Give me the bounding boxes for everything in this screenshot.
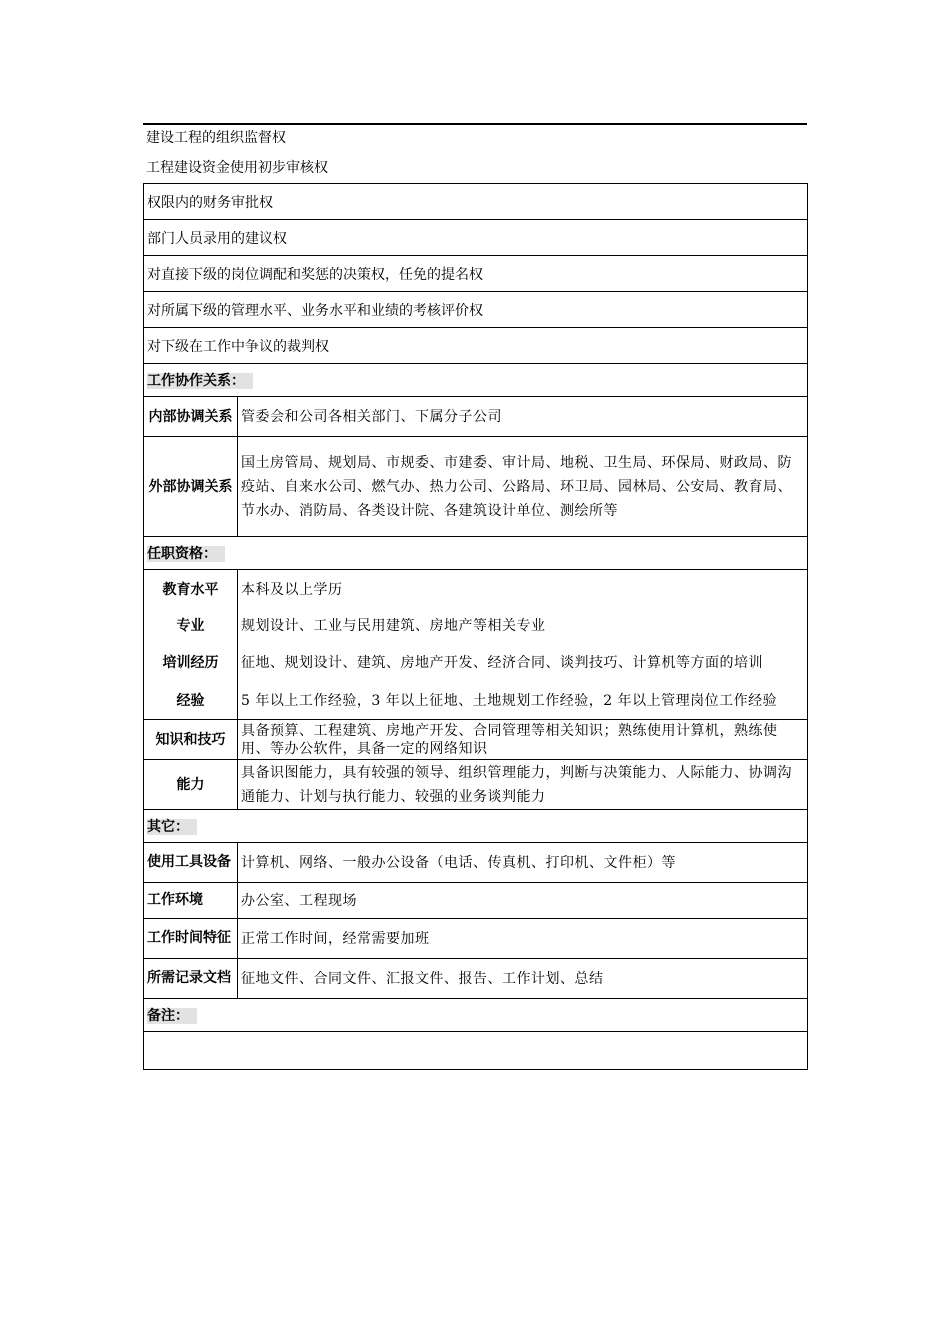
other-heading-label: 其它： <box>147 819 197 835</box>
work-time-value: 正常工作时间，经常需要加班 <box>238 919 808 959</box>
knowledge-label: 知识和技巧 <box>144 720 238 760</box>
remarks-value <box>144 1032 808 1070</box>
authority-line-2: 工程建设资金使用初步审核权 <box>146 160 328 176</box>
job-description-document <box>143 123 807 1070</box>
ability-value: 具备识图能力，具有较强的领导、组织管理能力，判断与决策能力、人际能力、协调沟通能力、计划与执行能力、较强的业务谈判能力 <box>238 760 808 810</box>
major-value: 规划设计、工业与民用建筑、房地产等相关专业 <box>238 610 808 642</box>
experience-value: 5 年以上工作经验，3 年以上征地、土地规划工作经验，2 年以上管理岗位工作经验 <box>238 684 808 720</box>
cooperation-heading-label: 工作协作关系： <box>147 373 253 389</box>
education-label: 教育水平 <box>144 570 238 610</box>
internal-coordination-label: 内部协调关系 <box>144 397 238 437</box>
cooperation-heading <box>144 364 808 397</box>
qualification-heading <box>144 537 808 570</box>
training-value: 征地、规划设计、建筑、房地产开发、经济合同、谈判技巧、计算机等方面的培训 <box>238 642 808 684</box>
experience-label: 经验 <box>144 684 238 720</box>
ability-label: 能力 <box>144 760 238 810</box>
authority-row: 权限内的财务审批权 <box>144 184 808 220</box>
major-label: 专业 <box>144 610 238 642</box>
job-description-table <box>143 183 808 1070</box>
external-coordination-label: 外部协调关系 <box>144 437 238 537</box>
training-label: 培训经历 <box>144 642 238 684</box>
authority-row: 部门人员录用的建议权 <box>144 220 808 256</box>
internal-coordination-value: 管委会和公司各相关部门、下属分子公司 <box>238 397 808 437</box>
knowledge-value: 具备预算、工程建筑、房地产开发、合同管理等相关知识；熟练使用计算机，熟练使用、等办公软件，具备一定的网络知识 <box>238 720 808 760</box>
records-value: 征地文件、合同文件、汇报文件、报告、工作计划、总结 <box>238 959 808 999</box>
qualification-heading-label: 任职资格： <box>147 546 225 562</box>
other-heading <box>144 810 808 843</box>
tools-value: 计算机、网络、一般办公设备（电话、传真机、打印机、文件柜）等 <box>238 843 808 883</box>
work-time-label: 工作时间特征 <box>144 919 238 959</box>
remarks-heading <box>144 999 808 1032</box>
environment-label: 工作环境 <box>144 883 238 919</box>
authority-row: 对所属下级的管理水平、业务水平和业绩的考核评价权 <box>144 292 808 328</box>
external-coordination-value: 国土房管局、规划局、市规委、市建委、审计局、地税、卫生局、环保局、财政局、防疫站、自来水公司、燃气办、热力公司、公路局、环卫局、园林局、公安局、教育局、节水办、消防局、各类设计院、各建筑设计单位、测绘所等 <box>238 437 808 537</box>
education-value: 本科及以上学历 <box>238 570 808 610</box>
tools-label: 使用工具设备 <box>144 843 238 883</box>
remarks-heading-label: 备注： <box>147 1008 197 1024</box>
authority-row: 对直接下级的岗位调配和奖惩的决策权，任免的提名权 <box>144 256 808 292</box>
authority-line-1: 建设工程的组织监督权 <box>146 130 286 146</box>
authority-row: 对下级在工作中争议的裁判权 <box>144 328 808 364</box>
environment-value: 办公室、工程现场 <box>238 883 808 919</box>
records-label: 所需记录文档 <box>144 959 238 999</box>
